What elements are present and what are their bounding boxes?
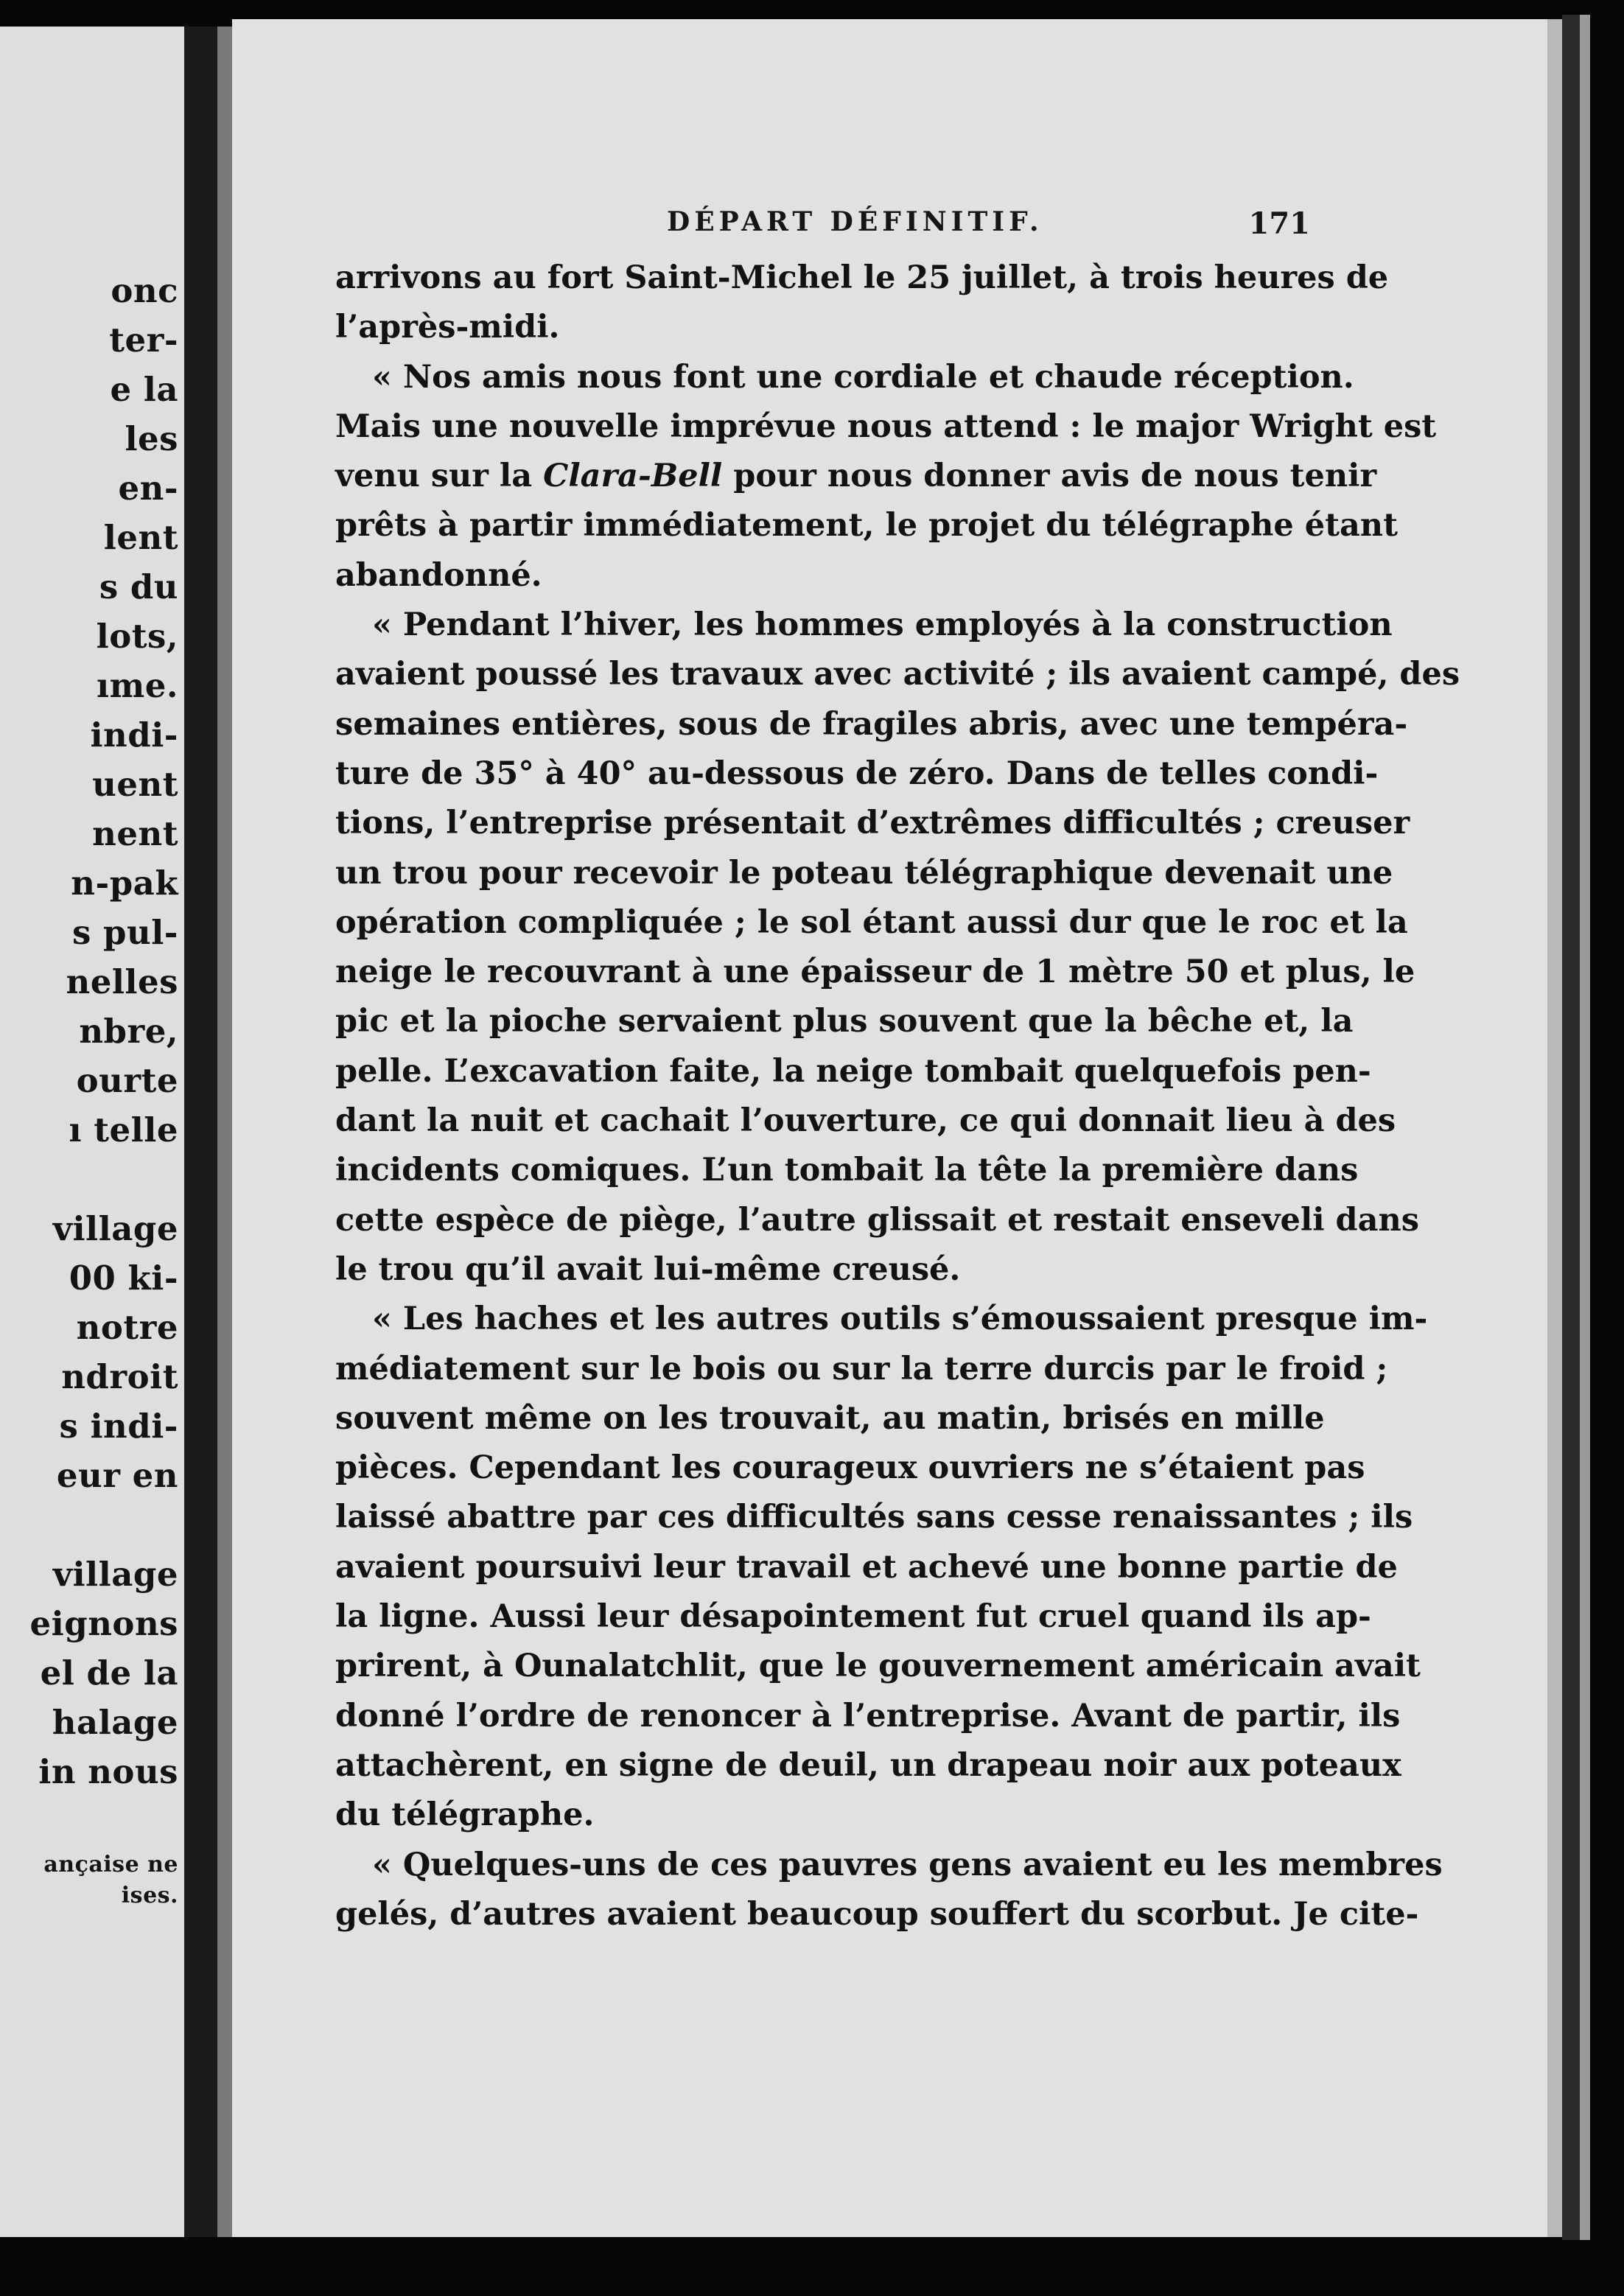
left-page-footnote: ises. — [121, 1883, 178, 1908]
text-line: avaient poursuivi leur travail et achevé une bonne partie de — [335, 1548, 1398, 1586]
left-page-footnote: ançaise ne — [43, 1852, 178, 1877]
text-line: semaines entières, sous de fragiles abris, avec une tempéra- — [335, 705, 1408, 743]
running-title: DÉPART DÉFINITIF. — [667, 206, 1043, 237]
text-line: du télégraphe. — [335, 1796, 595, 1834]
left-page-line: nent — [92, 814, 178, 853]
left-page-line: en- — [118, 469, 178, 508]
text-line: le trou qu’il avait lui-même creusé. — [335, 1250, 961, 1288]
left-page-line: s pul- — [72, 913, 178, 952]
left-page-line: lent — [103, 518, 178, 557]
left-page-line: les — [125, 419, 178, 458]
page-number: 171 — [1248, 206, 1310, 241]
text-line: avaient poussé les travaux avec activité ; ils avaient campé, des — [335, 656, 1460, 693]
text-line: pièces. Cependant les courageux ouvriers ne s’étaient pas — [335, 1449, 1365, 1487]
text-line-with-ship-name — [335, 452, 1377, 501]
left-page-line: s du — [99, 567, 178, 606]
left-page-line: nelles — [66, 962, 178, 1001]
text-line: l’après-midi. — [335, 309, 560, 346]
text-line: incidents comiques. L’un tombait la tête la première dans — [335, 1152, 1359, 1189]
text-line: neige le recouvrant à une épaisseur de 1 mètre 50 et plus, le — [335, 953, 1415, 991]
left-page-line: village — [52, 1555, 178, 1594]
text-line: cette espèce de piège, l’autre glissait et restait enseveli dans — [335, 1201, 1419, 1239]
left-page-line: s indi- — [59, 1407, 178, 1446]
left-page-line: ı telle — [69, 1110, 178, 1149]
left-page-line: notre — [76, 1308, 178, 1347]
left-page-line: lots, — [96, 617, 178, 656]
text-line: gelés, d’autres avaient beaucoup souffert du scorbut. Je cite- — [335, 1895, 1419, 1933]
ship-name: Clara-Bell — [543, 458, 723, 495]
text-line: « Nos amis nous font une cordiale et chaude réception. — [372, 358, 1354, 396]
left-page-line: onc — [111, 271, 178, 310]
left-page-line: ıme. — [96, 666, 178, 705]
page-edge-highlight — [1580, 15, 1590, 2240]
left-page-line: n-pak — [71, 864, 178, 903]
text-line: ture de 35° à 40° au-dessous de zéro. Dans de telles condi- — [335, 755, 1379, 792]
left-page-line: ourte — [76, 1061, 178, 1100]
left-page-line: ndroit — [61, 1357, 178, 1396]
text-line: « Pendant l’hiver, les hommes employés à la construction — [372, 606, 1393, 644]
facing-page-fragment — [0, 27, 184, 2237]
left-page-line: e la — [110, 370, 178, 409]
text-line: abandonné. — [335, 556, 542, 594]
left-page-line: 00 ki- — [69, 1259, 178, 1298]
text-fragment: pour nous donner avis de nous tenir — [733, 458, 1377, 495]
text-line: dant la nuit et cachait l’ouverture, ce qui donnait lieu à des — [335, 1102, 1396, 1140]
page-edge-shadow — [1562, 15, 1580, 2240]
left-page-line: village — [52, 1209, 178, 1248]
left-page-line: eignons — [29, 1604, 178, 1643]
left-page-line: nbre, — [79, 1012, 178, 1051]
text-line: arrivons au fort Saint-Michel le 25 juillet, à trois heures de — [335, 259, 1389, 296]
left-page-line: in nous — [38, 1752, 178, 1791]
text-line: Mais une nouvelle imprévue nous attend : le major Wright est — [335, 407, 1437, 445]
left-page-line: uent — [92, 765, 178, 804]
text-fragment: venu sur la — [335, 458, 544, 495]
text-line: laissé abattre par ces difficultés sans cesse renaissantes ; ils — [335, 1499, 1413, 1536]
text-line: tions, l’entreprise présentait d’extrêmes difficultés ; creuser — [335, 805, 1410, 842]
text-line: donné l’ordre de renoncer à l’entreprise. Avant de partir, ils — [335, 1697, 1401, 1735]
text-line: pelle. L’excavation faite, la neige tombait quelquefois pen- — [335, 1052, 1371, 1090]
text-line: souvent même on les trouvait, au matin, brisés en mille — [335, 1399, 1325, 1437]
left-page-line: ter- — [109, 321, 178, 360]
text-line: prirent, à Ounalatchlit, que le gouvernement américain avait — [335, 1648, 1421, 1685]
text-line: opération compliquée ; le sol étant aussi dur que le roc et la — [335, 903, 1408, 941]
left-page-line: eur en — [56, 1456, 178, 1495]
running-header — [332, 206, 1312, 243]
left-page-line: halage — [52, 1703, 178, 1742]
text-line: prêts à partir immédiatement, le projet du télégraphe étant — [335, 507, 1398, 545]
text-line: attachèrent, en signe de deuil, un drapeau noir aux poteaux — [335, 1746, 1401, 1784]
text-line: « Les haches et les autres outils s’émoussaient presque im- — [372, 1301, 1428, 1338]
body-text — [335, 253, 1460, 1939]
text-line: pic et la pioche servaient plus souvent que la bêche et, la — [335, 1003, 1354, 1040]
text-line: un trou pour recevoir le poteau télégraphique devenait une — [335, 854, 1393, 892]
left-page-line: indi- — [90, 715, 178, 755]
text-line: médiatement sur le bois ou sur la terre durcis par le froid ; — [335, 1350, 1388, 1387]
text-line: la ligne. Aussi leur désapointement fut cruel quand ils ap- — [335, 1598, 1371, 1636]
left-page-line: el de la — [40, 1653, 178, 1693]
text-line: « Quelques-uns de ces pauvres gens avaient eu les membres — [372, 1846, 1443, 1883]
gutter-shadow — [217, 27, 232, 2237]
